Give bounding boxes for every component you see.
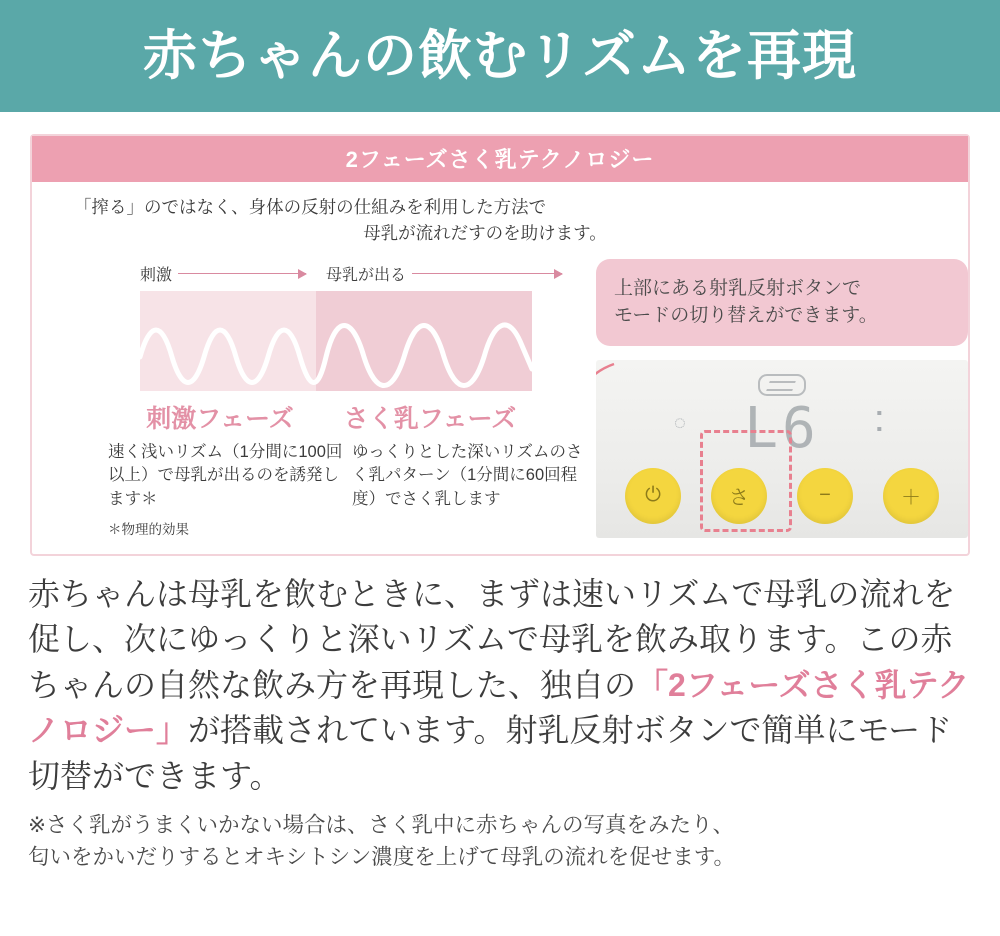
battery-icon: ▪ ▪: [876, 404, 882, 439]
phase-note: ＊物理的効果: [108, 522, 189, 538]
phase-1-description: [108, 441, 352, 540]
phase-description-row: [108, 441, 588, 540]
phase-2-title: さく乳フェーズ: [343, 404, 517, 433]
highlight-dashed-box: [700, 430, 792, 532]
phase-1-description-text: 速く浅いリズム（1分間に100回以上）で母乳が出るのを誘発します＊: [108, 442, 343, 509]
device-logo-icon: [758, 374, 806, 396]
device-column: [596, 257, 968, 540]
card-middle: [32, 253, 968, 540]
wave-diagram: [140, 291, 532, 391]
arrow-line-icon: [412, 273, 562, 275]
technology-card: [30, 134, 970, 556]
phase-title-row: [120, 399, 540, 435]
milkflow-arrow-label: 母乳が出る: [326, 267, 407, 284]
body-paragraph-highlight: 「2フェーズさく乳テクノロジー」: [28, 666, 970, 749]
device-display-value: L6: [744, 395, 820, 461]
milkflow-arrow: [326, 262, 562, 285]
footnote-line-2: 匂いをかいだりするとオキシトシン濃度を上げて母乳の流れを促せます。: [28, 845, 736, 870]
stimulate-arrow-label: 刺激: [140, 267, 173, 284]
page-title: 赤ちゃんの飲むリズムを再現: [143, 26, 857, 86]
card-band-title: 2フェーズさく乳テクノロジー: [32, 136, 968, 182]
lead-line-1: 「搾る」のではなく、身体の反射の仕組みを利用した方法で: [74, 197, 547, 217]
body-paragraph: [0, 556, 1000, 799]
card-wrapper: [0, 112, 1000, 556]
callout-line-2: モードの切り替えができます。: [614, 305, 878, 327]
arrow-row: [48, 257, 588, 291]
page-header: [0, 0, 1000, 112]
minus-button[interactable]: −: [797, 468, 853, 524]
stimulate-arrow: [140, 262, 306, 285]
callout-bubble: [596, 259, 968, 346]
droplet-icon: ◌: [674, 411, 686, 434]
footnote-line-1: ※さく乳がうまくいかない場合は、さく乳中に赤ちゃんの写真をみたり、: [28, 813, 735, 838]
arrow-line-icon: [178, 273, 306, 275]
lead-line-2: 母乳が流れだすのを助けます。: [363, 223, 607, 244]
body-paragraph-post: が搭載されています。射乳反射ボタンで簡単にモード切替ができます。: [28, 712, 953, 794]
plus-button[interactable]: ＋: [883, 468, 939, 524]
device-photo: [596, 360, 968, 538]
phase-1-title: 刺激フェーズ: [146, 404, 294, 433]
letdown-button[interactable]: さ: [711, 468, 767, 524]
phase-2-description: ゆっくりとした深いリズムのさく乳パターン（1分間に60回程度）でさく乳します: [351, 442, 583, 509]
footnote: [0, 799, 1000, 874]
wave-curve-icon: [140, 291, 532, 391]
power-button[interactable]: ⏻: [625, 468, 681, 524]
card-lead-text: [32, 182, 968, 253]
callout-line-1: 上部にある射乳反射ボタンで: [614, 277, 862, 299]
body-paragraph-pre: 赤ちゃんは母乳を飲むときに、まずは速いリズムで母乳の流れを促し、次にゆっくりと深いリズムで母乳を飲み取ります。この赤ちゃんの自然な飲み方を再現した、独自の: [28, 575, 956, 703]
diagram-column: [48, 257, 588, 540]
